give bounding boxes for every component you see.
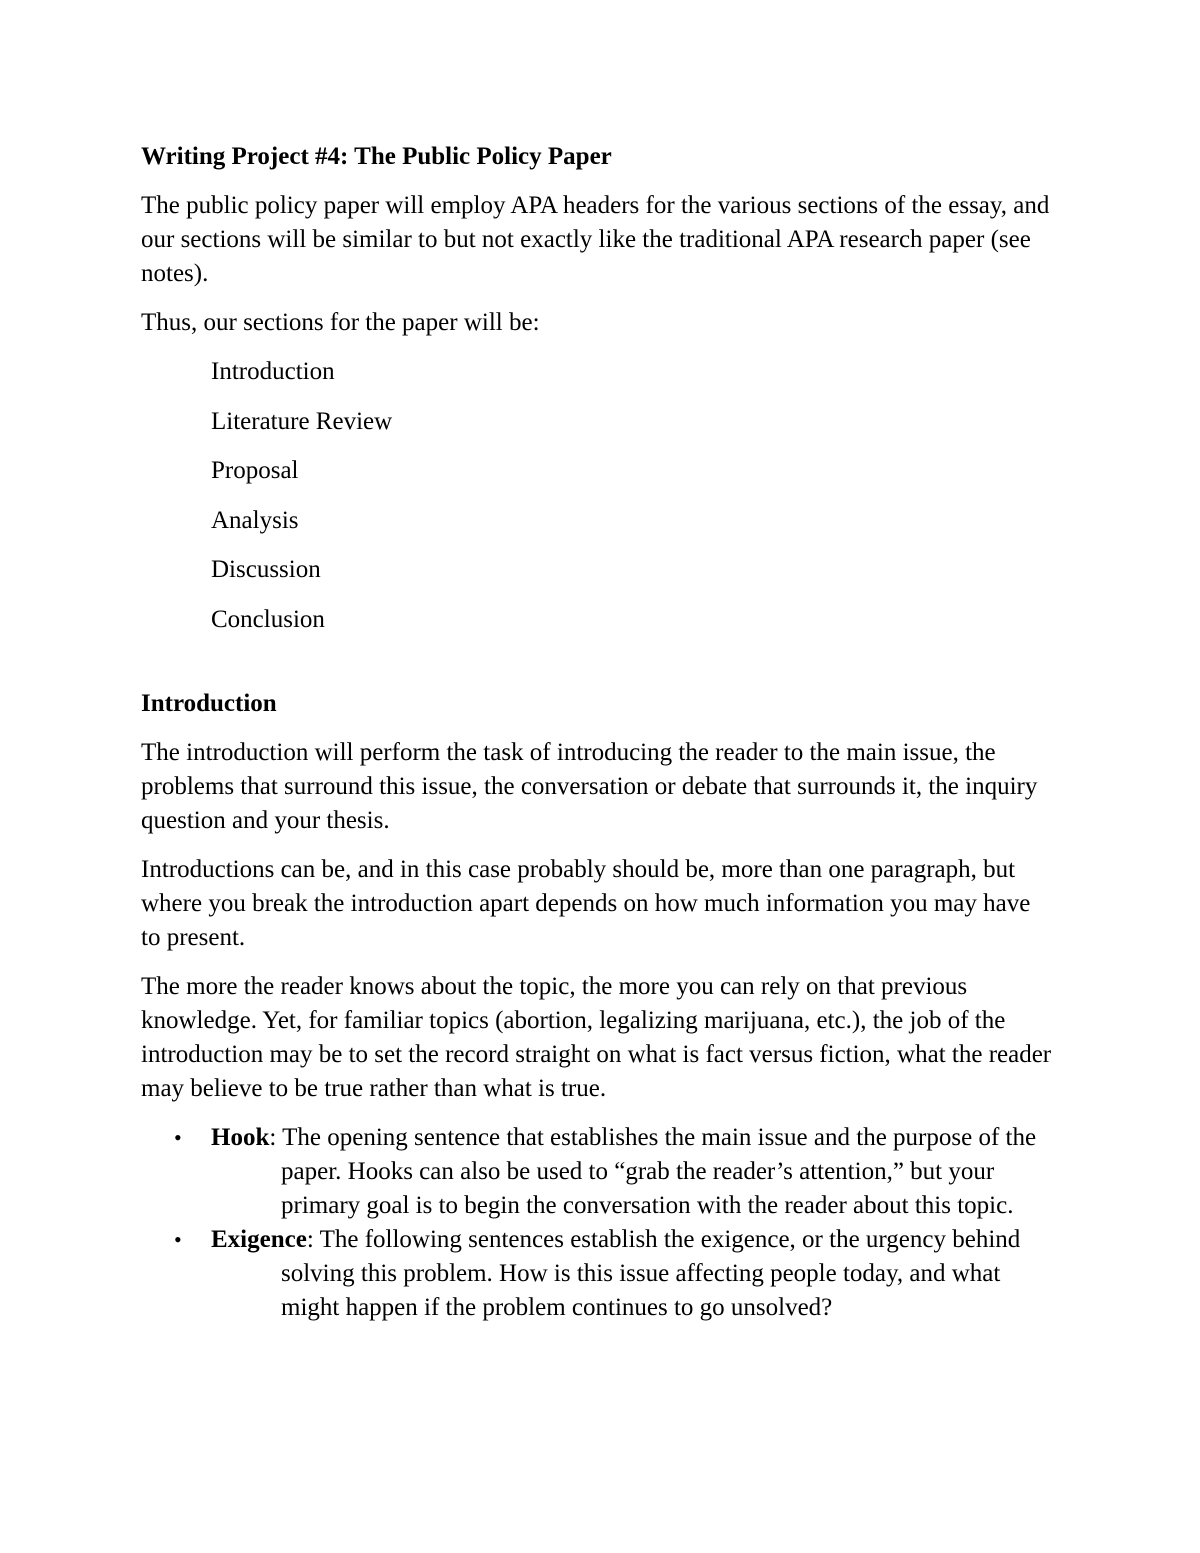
bullet-text: : The following sentences establish the exigence, or the urgency behind solving this problem. How is this issue affecting people today, and what might happen if the problem continues to go unsolved? (281, 1225, 1021, 1321)
paragraph: Thus, our sections for the paper will be: (141, 309, 540, 336)
paragraph: The more the reader knows about the topic, the more you can rely on that previous knowledge. Yet, for familiar topics (abortion, legalizing marijuana, etc.), the job of the introduction may be to set the record straight on what is fact versus fiction, what the reader may believe to be true rather than what is true. (141, 972, 1052, 1102)
bullet-list (141, 1121, 1056, 1325)
sections-list (211, 355, 1056, 637)
paragraph: Introductions can be, and in this case probably should be, more than one paragraph, but where you break the introduction apart depends on how much information you may have to present. (141, 855, 1031, 951)
paragraph: The public policy paper will employ APA headers for the various sections of the essay, and our sections will be similar to but not exactly like the traditional APA research paper (see notes). (141, 192, 1050, 287)
list-item: Discussion (211, 556, 321, 583)
bullet-icon: • (174, 1124, 182, 1150)
bullet-term: Exigence (211, 1225, 307, 1253)
list-item: Conclusion (211, 605, 325, 633)
bullet-body (211, 1223, 1056, 1325)
introduction-heading: Introduction (141, 689, 277, 717)
bullet-item-hook (141, 1121, 1056, 1223)
list-item: Introduction (211, 358, 335, 385)
list-item: Literature Review (211, 407, 393, 435)
bullet-term: Hook (211, 1123, 270, 1151)
document-title: Writing Project #4: The Public Policy Paper (141, 143, 612, 170)
list-item: Proposal (211, 457, 299, 484)
bullet-icon: • (174, 1226, 182, 1252)
paragraph: The introduction will perform the task of introducing the reader to the main issue, the problems that surround this issue, the conversation or debate that surrounds it, the inquiry question and your thesis. (141, 738, 1038, 834)
bullet-body (211, 1121, 1056, 1223)
bullet-item-exigence (141, 1223, 1056, 1325)
bullet-text: : The opening sentence that establishes the main issue and the purpose of the paper. Hooks can also be used to “grab the reader’s attention,” but your primary goal is to begin the conversation with the reader about this topic. (269, 1123, 1037, 1219)
document-page (141, 140, 1056, 1325)
list-item: Analysis (211, 506, 299, 534)
